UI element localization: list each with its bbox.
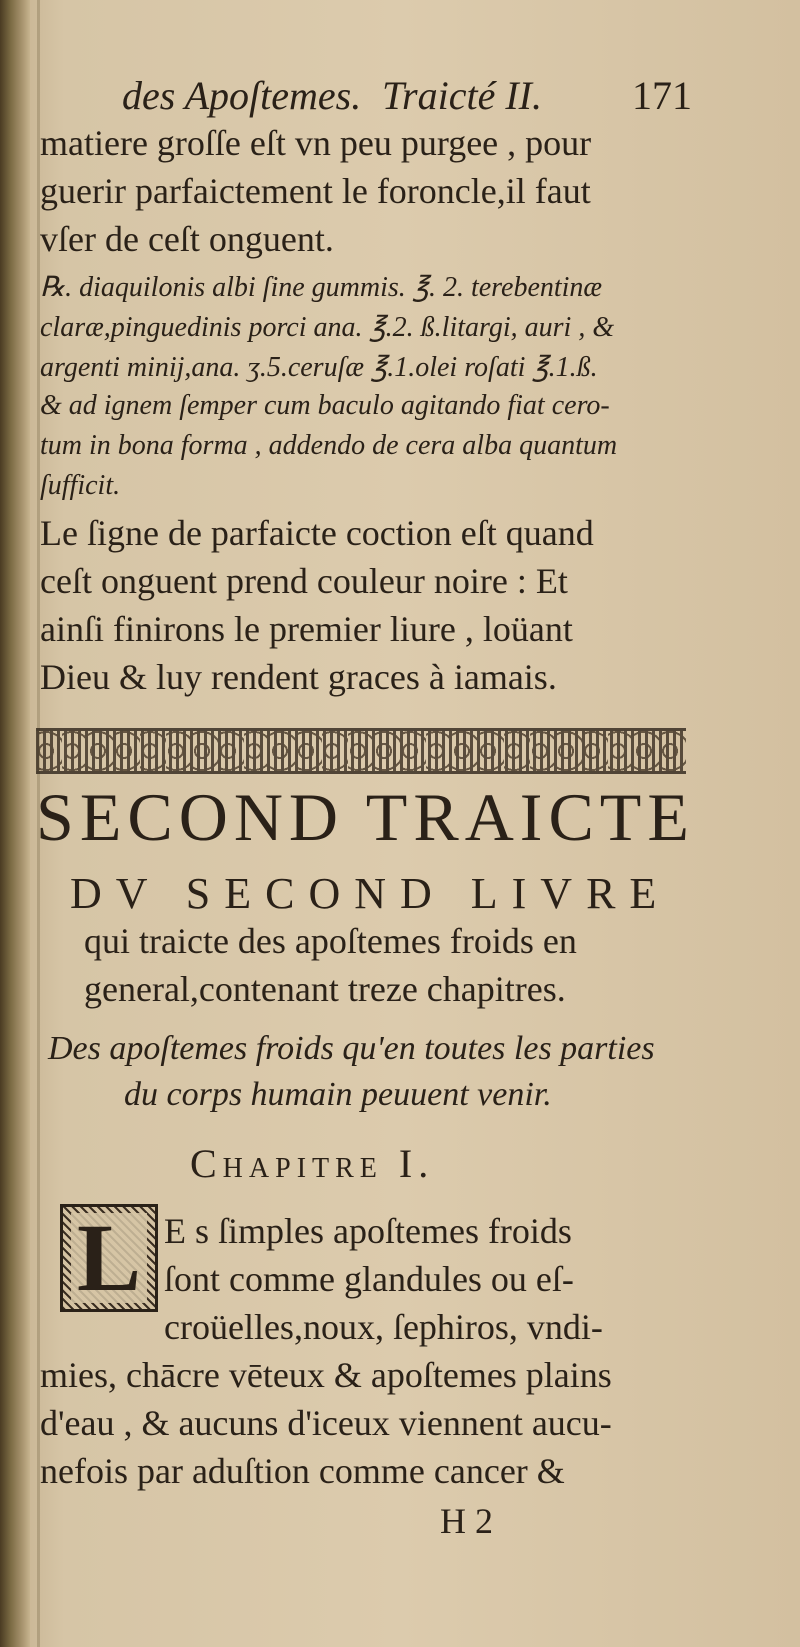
initial-letter: L: [71, 1213, 147, 1303]
book-spine: [0, 0, 30, 1647]
recipe-line: & ad ignem ſemper cum baculo agitando fiat cero-: [40, 390, 610, 421]
page-number: 171: [632, 73, 692, 118]
conclusion-line: ainſi finirons le premier liure , loüant: [40, 609, 573, 649]
recipe-line: tum in bona forma , addendo de cera alba quantum: [40, 430, 618, 461]
body-line: vſer de ceſt onguent.: [40, 219, 334, 259]
header-center: Traicté II.: [382, 73, 542, 118]
recipe-line: claræ,pinguedinis porci ana. ℥.2. ß.litargi, auri , &: [40, 312, 615, 343]
conclusion-line: Le ſigne de parfaicte coction eſt quand: [40, 513, 594, 553]
ornamental-band: [36, 728, 686, 774]
recipe-line: ℞. diaquilonis albi ſine gummis. ℥. 2. terebentinæ: [40, 272, 603, 303]
decorated-initial: [60, 1204, 158, 1312]
section-desc-line: general,contenant treze chapitres.: [84, 969, 566, 1009]
section-italic-line: Des apoſtemes froids qu'en toutes les parties: [48, 1030, 655, 1067]
chapter-heading: Chapitre I.: [190, 1141, 435, 1186]
chapter-line: mies, chācre vēteux & apoſtemes plains: [40, 1355, 612, 1395]
signature-mark: H 2: [440, 1501, 493, 1541]
body-line: matiere groſſe eſt vn peu purgee , pour: [40, 123, 592, 163]
header-left: des Apoſtemes.: [122, 73, 362, 118]
recipe-line: argenti minij,ana. ʒ.5.ceruſæ ℥.1.olei roſati ℥.1.ß.: [40, 352, 598, 383]
section-subtitle: DV SECOND LIVRE: [70, 869, 671, 918]
recipe-line: ſufficit.: [40, 470, 121, 501]
chapter-line: d'eau , & aucuns d'iceux viennent aucu-: [40, 1403, 612, 1443]
section-desc-line: qui traicte des apoſtemes froids en: [84, 921, 577, 961]
section-title: SECOND TRAICTE: [36, 779, 695, 855]
chapter-line: E s ſimples apoſtemes froids: [164, 1211, 572, 1251]
running-header: [122, 72, 692, 119]
chapter-line: croüelles,noux, ſephiros, vndi-: [164, 1307, 603, 1347]
chapter-line: nefois par aduſtion comme cancer &: [40, 1451, 565, 1491]
section-italic-line: du corps humain peuuent venir.: [124, 1076, 552, 1113]
conclusion-line: Dieu & luy rendent graces à iamais.: [40, 657, 557, 697]
body-line: guerir parfaictement le foroncle,il faut: [40, 171, 591, 211]
chapter-line: ſont comme glandules ou eſ-: [164, 1259, 574, 1299]
conclusion-line: ceſt onguent prend couleur noire : Et: [40, 561, 568, 601]
